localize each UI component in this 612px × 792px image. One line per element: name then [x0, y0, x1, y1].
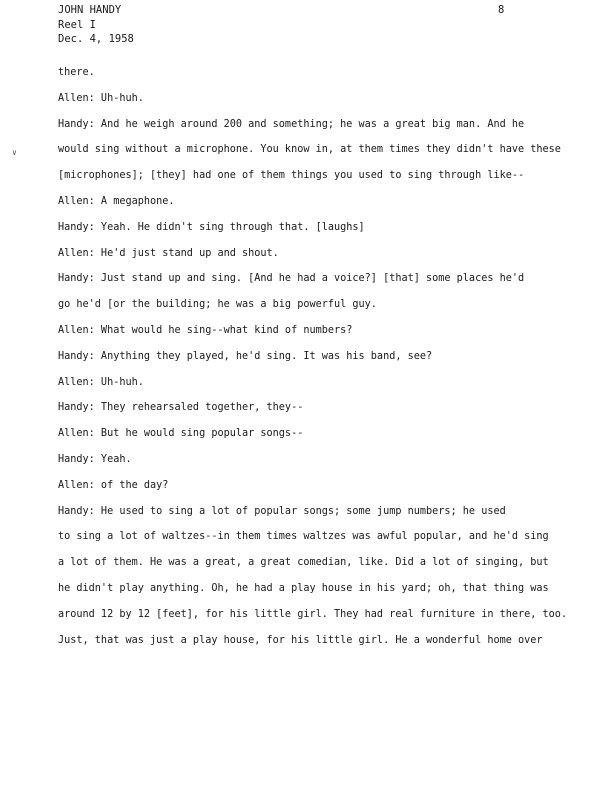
- transcript-line: Allen: But he would sing popular songs--: [58, 428, 304, 440]
- transcript-line: [microphones]; [they] had one of them things you used to sing through like--: [58, 170, 525, 182]
- interview-date: Dec. 4, 1958: [58, 33, 134, 45]
- scan-mark: ∨: [12, 148, 17, 157]
- transcript-line: around 12 by 12 [feet], for his little girl. They had real furniture in there, too.: [58, 608, 568, 620]
- transcript-line: Allen: Uh-huh.: [58, 376, 144, 388]
- page-number: 8: [498, 4, 505, 16]
- reel-label: Reel I: [58, 18, 96, 31]
- transcript-line: there.: [58, 67, 95, 78]
- transcript-line: he didn't play anything. Oh, he had a play house in his yard; oh, that thing was: [58, 582, 549, 594]
- transcript-line: Allen: of the day?: [58, 479, 169, 491]
- transcript-line: to sing a lot of waltzes--in them times waltzes was awful popular, and he'd sing: [58, 531, 549, 543]
- transcript-line: Handy: Anything they played, he'd sing. It was his band, see?: [58, 350, 433, 362]
- transcript-line: Allen: What would he sing--what kind of numbers?: [58, 324, 353, 336]
- transcript-line: Handy: They rehearsaled together, they--: [58, 402, 304, 414]
- transcript-line: Allen: Uh-huh.: [58, 92, 144, 104]
- transcript-line: Allen: A megaphone.: [58, 195, 175, 207]
- transcript-line: Handy: Yeah.: [58, 453, 132, 465]
- transcript-line: Handy: Yeah. He didn't sing through that. [laughs]: [58, 221, 365, 233]
- transcript-line: go he'd [or the building; he was a big powerful guy.: [58, 299, 377, 311]
- transcript-line: Handy: And he weigh around 200 and something; he was a great big man. And he: [58, 118, 525, 130]
- transcript-body: [58, 60, 578, 653]
- transcript-line: a lot of them. He was a great, a great comedian, like. Did a lot of singing, but: [58, 557, 549, 569]
- transcript-line: would sing without a microphone. You know in, at them times they didn't have these: [58, 144, 561, 156]
- transcript-line: Allen: He'd just stand up and shout.: [58, 247, 279, 259]
- page-header: [58, 3, 134, 47]
- transcript-line: Just, that was just a play house, for his little girl. He a wonderful home over: [58, 634, 543, 646]
- interviewee-name: JOHN HANDY: [58, 4, 122, 16]
- transcript-line: Handy: Just stand up and sing. [And he had a voice?] [that] some places he'd: [58, 273, 525, 285]
- transcript-line: Handy: He used to sing a lot of popular songs; some jump numbers; he used: [58, 505, 506, 517]
